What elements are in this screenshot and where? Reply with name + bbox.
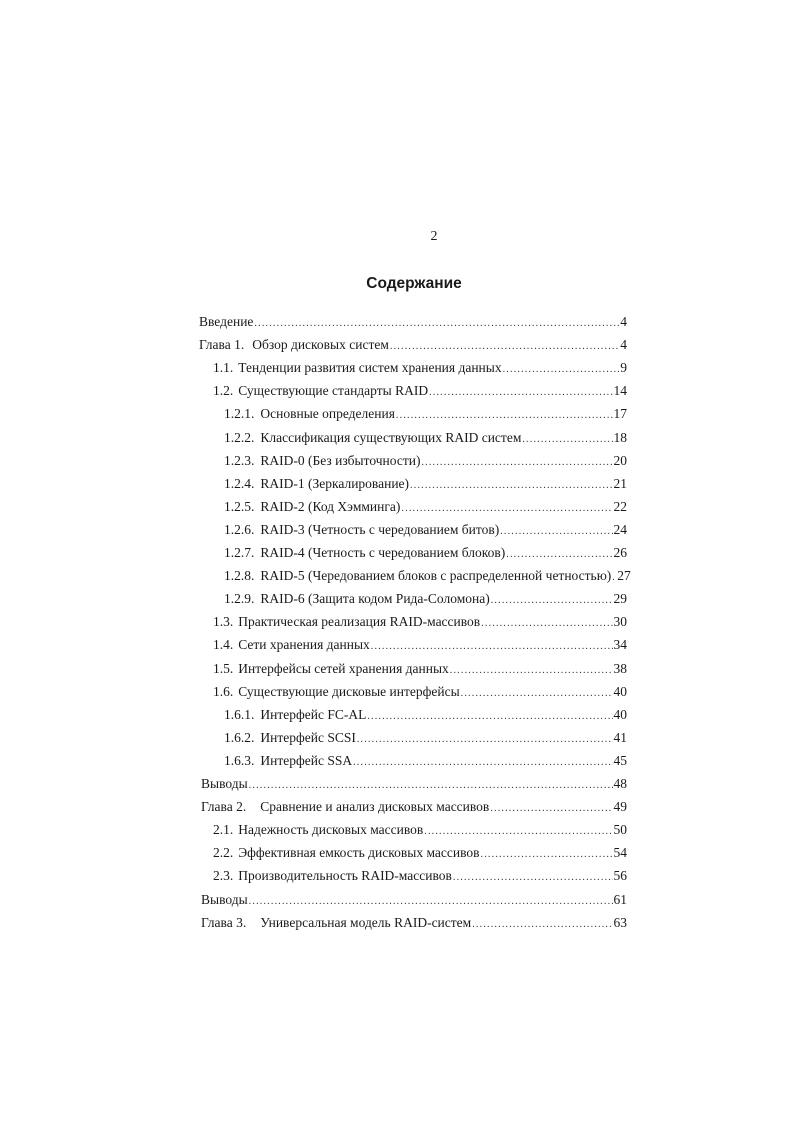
toc-entry[interactable] bbox=[224, 564, 631, 587]
toc-entry-number: 1.2.3. bbox=[224, 452, 255, 468]
toc-entry-leader bbox=[357, 728, 613, 751]
toc-entry-leader bbox=[367, 705, 612, 728]
toc-entry-number: Глава 2. bbox=[201, 799, 247, 815]
toc-entry-title: Интерфейс SSA bbox=[260, 752, 353, 768]
toc-entry[interactable] bbox=[201, 795, 627, 818]
toc-entry-leader bbox=[503, 358, 620, 381]
toc-entry-title: Выводы bbox=[201, 776, 248, 791]
toc-entry-page: 27 bbox=[617, 568, 631, 584]
toc-entry-leader bbox=[450, 659, 613, 682]
toc-entry-number: 1.2.4. bbox=[224, 475, 255, 491]
toc-entry-number: 2.2. bbox=[213, 845, 234, 861]
toc-entry-title: RAID-0 (Без избыточности) bbox=[260, 452, 421, 468]
page-number: 2 bbox=[430, 229, 438, 244]
toc-entry-leader bbox=[506, 543, 612, 566]
toc-entry-leader bbox=[401, 497, 612, 520]
toc-entry-leader bbox=[522, 428, 612, 451]
toc-entry-number: 1.2.1. bbox=[224, 406, 255, 422]
toc-entry-number: 1.3. bbox=[213, 614, 234, 630]
toc-entry-title: Существующие дисковые интерфейсы bbox=[238, 683, 460, 699]
toc-entry-number: 1.1. bbox=[213, 360, 234, 376]
toc-entry-page: 49 bbox=[613, 799, 627, 815]
toc-entry-title: Надежность дисковых массивов bbox=[238, 822, 424, 838]
toc-entry-leader bbox=[396, 404, 613, 427]
toc-entry-page: 34 bbox=[613, 637, 627, 653]
toc-entry-title: Производительность RAID-массивов bbox=[238, 868, 452, 884]
toc-entry-title: Классификация существующих RAID систем bbox=[260, 429, 522, 445]
toc-entry-title: Тенденции развития систем хранения данных bbox=[238, 360, 502, 376]
toc-entry-page: 21 bbox=[613, 475, 627, 491]
toc-entry-leader bbox=[390, 335, 619, 358]
toc-entry-title: Эффективная емкость дисковых массивов bbox=[238, 845, 480, 861]
toc-entry[interactable] bbox=[201, 772, 627, 795]
toc-entry-page: 24 bbox=[613, 521, 627, 537]
toc-entry[interactable] bbox=[224, 541, 627, 564]
toc-entry[interactable] bbox=[213, 657, 627, 680]
toc-entry-number: 1.2. bbox=[213, 383, 234, 399]
toc-entry-title: Универсальная модель RAID-систем bbox=[260, 914, 472, 930]
toc-entry[interactable] bbox=[199, 333, 627, 356]
toc-entry-leader bbox=[371, 635, 613, 658]
toc-entry[interactable] bbox=[224, 449, 627, 472]
toc-entry-page: 29 bbox=[613, 591, 627, 607]
toc-entry-page: 40 bbox=[613, 683, 627, 699]
toc-entry-title: Интерфейсы сетей хранения данных bbox=[238, 660, 449, 676]
toc-entry-leader bbox=[421, 451, 612, 474]
toc-entry[interactable] bbox=[213, 610, 627, 633]
toc-entry[interactable] bbox=[224, 426, 627, 449]
toc-entry-leader bbox=[254, 312, 619, 335]
toc-entry-title: RAID-5 (Чередованием блоков с распределенной четностью) bbox=[260, 568, 612, 584]
toc-entry-title: Обзор дисковых систем bbox=[252, 337, 389, 353]
toc-entry-page: 30 bbox=[613, 614, 627, 630]
toc-entry-number: 1.6.2. bbox=[224, 729, 255, 745]
toc-entry-leader bbox=[353, 751, 612, 774]
toc-entry-title: Интерфейс SCSI bbox=[260, 729, 356, 745]
toc-entry-page: 4 bbox=[620, 314, 627, 329]
table-of-contents bbox=[0, 310, 795, 950]
toc-entry-leader bbox=[612, 566, 616, 589]
toc-entry[interactable] bbox=[224, 703, 627, 726]
toc-entry-leader bbox=[453, 866, 613, 889]
toc-entry-page: 14 bbox=[613, 383, 627, 399]
toc-entry[interactable] bbox=[224, 495, 627, 518]
toc-entry-page: 48 bbox=[613, 776, 627, 791]
toc-entry[interactable] bbox=[224, 472, 627, 495]
toc-entry-page: 50 bbox=[613, 822, 627, 838]
toc-entry-page: 38 bbox=[613, 660, 627, 676]
toc-entry-page: 4 bbox=[620, 337, 627, 353]
toc-entry-page: 45 bbox=[613, 752, 627, 768]
toc-entry-number: Глава 1. bbox=[199, 337, 245, 353]
toc-entry-title: Существующие стандарты RAID bbox=[238, 383, 429, 399]
toc-entry-title: Выводы bbox=[201, 891, 248, 907]
toc-entry-page: 18 bbox=[613, 429, 627, 445]
toc-entry-page: 22 bbox=[613, 498, 627, 514]
toc-entry-number: 1.5. bbox=[213, 660, 234, 676]
toc-entry[interactable] bbox=[224, 587, 627, 610]
toc-entry[interactable] bbox=[213, 379, 627, 402]
toc-entry-number: 1.2.8. bbox=[224, 568, 255, 584]
toc-entry-number: 1.6.1. bbox=[224, 706, 255, 722]
toc-entry[interactable] bbox=[213, 680, 627, 703]
toc-entry-page: 54 bbox=[613, 845, 627, 861]
toc-entry-page: 41 bbox=[613, 729, 627, 745]
toc-entry-page: 61 bbox=[613, 891, 627, 907]
toc-entry-leader bbox=[424, 820, 612, 843]
toc-entry-leader bbox=[249, 774, 613, 797]
toc-entry[interactable] bbox=[224, 402, 627, 425]
toc-entry-number: Глава 3. bbox=[201, 914, 247, 930]
toc-entry[interactable] bbox=[213, 841, 627, 864]
toc-entry-number: 2.1. bbox=[213, 822, 234, 838]
toc-entry-title: Интерфейс FC-AL bbox=[260, 706, 367, 722]
toc-entry-number: 1.2.5. bbox=[224, 498, 255, 514]
toc-entry-number: 1.4. bbox=[213, 637, 234, 653]
toc-entry-leader bbox=[491, 589, 613, 612]
toc-entry[interactable] bbox=[213, 633, 627, 656]
toc-entry-title: RAID-2 (Код Хэмминга) bbox=[260, 498, 401, 514]
toc-entry-leader bbox=[249, 890, 613, 913]
toc-entry-page: 20 bbox=[613, 452, 627, 468]
toc-entry-number: 1.2.2. bbox=[224, 429, 255, 445]
toc-entry[interactable] bbox=[199, 310, 627, 333]
toc-entry-leader bbox=[481, 843, 613, 866]
toc-entry[interactable] bbox=[213, 356, 627, 379]
toc-entry-title: RAID-1 (Зеркалирование) bbox=[260, 475, 410, 491]
toc-entry-page: 17 bbox=[613, 406, 627, 422]
toc-entry[interactable] bbox=[224, 518, 627, 541]
toc-title: Содержание bbox=[366, 275, 462, 292]
toc-entry-leader bbox=[490, 797, 612, 820]
toc-entry[interactable] bbox=[201, 911, 627, 934]
toc-entry-page: 26 bbox=[613, 545, 627, 560]
toc-entry-page: 63 bbox=[613, 914, 627, 930]
toc-entry-leader bbox=[472, 913, 612, 936]
toc-entry-page: 9 bbox=[620, 360, 627, 376]
toc-entry-number: 1.6. bbox=[213, 683, 234, 699]
toc-entry-title: Основные определения bbox=[260, 406, 395, 422]
toc-entry-title: RAID-6 (Защита кодом Рида-Соломона) bbox=[260, 591, 490, 607]
toc-entry-number: 1.2.7. bbox=[224, 545, 255, 560]
toc-entry-leader bbox=[461, 682, 613, 705]
toc-entry-number: 1.6.3. bbox=[224, 752, 255, 768]
toc-entry[interactable] bbox=[213, 864, 627, 887]
toc-entry-number: 1.2.6. bbox=[224, 521, 255, 537]
toc-entry-leader bbox=[481, 612, 612, 635]
toc-entry-title: Сети хранения данных bbox=[238, 637, 370, 653]
toc-entry-page: 56 bbox=[613, 868, 627, 884]
toc-entry-title: Сравнение и анализ дисковых массивов bbox=[260, 799, 490, 815]
toc-entry-number: 1.2.9. bbox=[224, 591, 255, 607]
toc-entry-number: 2.3. bbox=[213, 868, 234, 884]
toc-entry-leader bbox=[500, 520, 612, 543]
toc-entry[interactable] bbox=[201, 888, 627, 911]
toc-entry-title: RAID-4 (Четность с чередованием блоков) bbox=[260, 545, 506, 560]
toc-entry[interactable] bbox=[213, 818, 627, 841]
toc-entry[interactable] bbox=[224, 749, 627, 772]
toc-entry-title: Введение bbox=[199, 314, 254, 329]
toc-entry-leader bbox=[429, 381, 612, 404]
toc-entry[interactable] bbox=[224, 726, 627, 749]
toc-entry-page: 40 bbox=[613, 706, 627, 722]
toc-entry-leader bbox=[410, 474, 612, 497]
toc-entry-title: Практическая реализация RAID-массивов bbox=[238, 614, 481, 630]
toc-entry-title: RAID-3 (Четность с чередованием битов) bbox=[260, 521, 500, 537]
